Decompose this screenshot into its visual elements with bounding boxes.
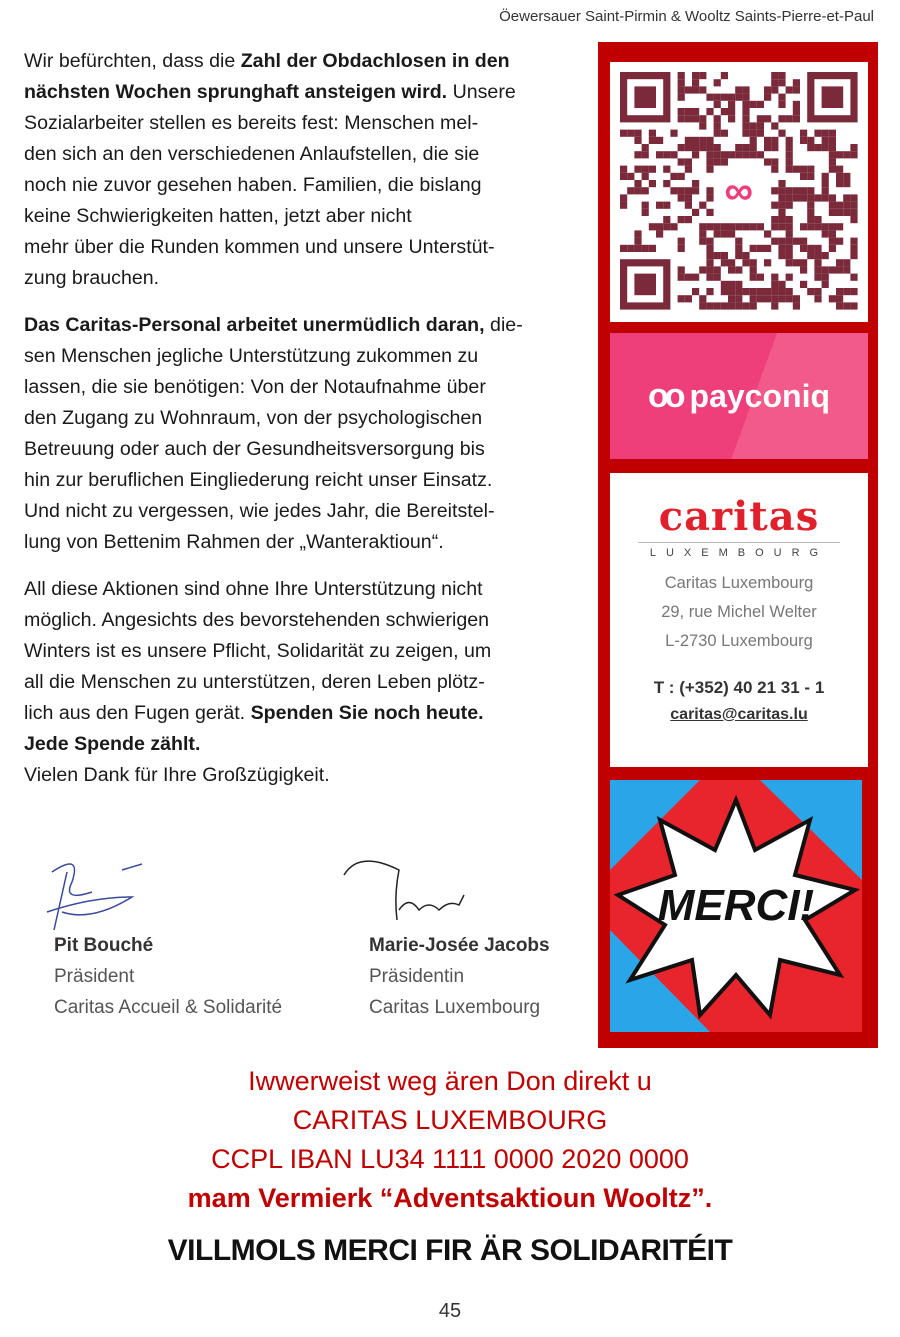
signature-image	[32, 852, 152, 932]
text-segment: Sozialarbeiter stellen es bereits fest: Menschen mel-	[24, 112, 479, 134]
text-line	[24, 465, 594, 496]
text-line	[24, 403, 594, 434]
donation-recipient: CARITAS LUXEMBOURG	[292, 1105, 608, 1135]
bold-text: Das Caritas-Personal arbeitet unermüdlich daran,	[24, 314, 485, 336]
text-segment: all die Menschen zu unterstützen, deren Leben plötz-	[24, 671, 485, 693]
page-header: Öewersauer Saint-Pirmin & Wooltz Saints-Pierre-et-Paul	[499, 8, 874, 25]
paragraph	[24, 310, 594, 558]
closing-thanks: VILLMOLS MERCI FIR ÄR SOLIDARITÉIT	[167, 1234, 733, 1267]
text-line	[24, 434, 594, 465]
text-segment: hin zur beruflichen Eingliederung reicht unser Einsatz.	[24, 469, 493, 491]
text-line	[24, 636, 594, 667]
email-link[interactable]: caritas@caritas.lu	[670, 706, 808, 723]
donation-iban: CCPL IBAN LU34 1111 0000 2020 0000	[211, 1144, 689, 1174]
text-segment: Winters ist es unsere Pflicht, Solidarität zu zeigen, um	[24, 640, 492, 662]
text-line	[24, 496, 594, 527]
text-line	[24, 605, 594, 636]
text-segment: mehr über die Runden kommen und unsere Unterstüt-	[24, 236, 495, 258]
text-segment: Und nicht zu vergessen, wie jedes Jahr, die Bereitstel-	[24, 500, 495, 522]
signatory-name: Marie-Josée Jacobs	[369, 935, 550, 956]
text-line	[24, 170, 594, 201]
merci-text: MERCI!	[657, 881, 815, 930]
payconiq-banner[interactable]	[610, 333, 868, 459]
payconiq-infinity-icon: ∞	[724, 168, 754, 213]
address-line: 29, rue Michel Welter	[661, 603, 817, 621]
text-line	[24, 729, 594, 760]
payconiq-logo-icon: oo	[647, 376, 682, 415]
letter-body	[24, 46, 594, 807]
paragraph	[24, 46, 594, 294]
text-line	[24, 46, 594, 77]
signature-image	[339, 855, 469, 925]
text-line	[24, 698, 594, 729]
text-segment: den sich an den verschiedenen Anlaufstellen, die sie	[24, 143, 480, 165]
text-line	[24, 108, 594, 139]
text-segment: den Zugang zu Wohnraum, von der psychologischen	[24, 407, 483, 429]
qr-code[interactable]	[610, 62, 868, 322]
payconiq-label: payconiq	[689, 377, 830, 414]
text-line	[24, 341, 594, 372]
address-line: L-2730 Luxembourg	[665, 632, 813, 650]
phone-number: T : (+352) 40 21 31 - 1	[653, 678, 825, 697]
signatory-org: Caritas Accueil & Solidarité	[54, 997, 283, 1018]
text-segment: keine Schwierigkeiten hatten, jetzt aber nicht	[24, 205, 412, 227]
signatory-org: Caritas Luxembourg	[369, 997, 541, 1018]
text-line	[24, 263, 594, 294]
text-segment: Vielen Dank für Ihre Großzügigkeit.	[24, 764, 330, 786]
bold-text: Jede Spende zählt.	[24, 733, 201, 755]
signature-block	[369, 840, 550, 1023]
text-line	[24, 201, 594, 232]
text-segment: noch nie zuvor gesehen haben. Familien, die bislang	[24, 174, 482, 196]
text-line	[24, 372, 594, 403]
text-line	[24, 77, 594, 108]
signatory-name: Pit Bouché	[54, 935, 154, 956]
page-number: 45	[438, 1300, 462, 1322]
text-segment: Unsere	[447, 81, 516, 103]
text-segment: möglich. Angesichts des bevorstehenden schwierigen	[24, 609, 490, 631]
text-segment: lassen, die sie benötigen: Von der Notaufnahme über	[24, 376, 486, 398]
text-line	[24, 527, 594, 558]
text-line	[24, 232, 594, 263]
text-line	[24, 667, 594, 698]
text-segment: All diese Aktionen sind ohne Ihre Unterstützung nicht	[24, 578, 483, 600]
text-segment: Wir befürchten, dass die	[24, 50, 241, 72]
donation-sidebar	[598, 42, 878, 1048]
donation-instruction: Iwwerweist weg ären Don direkt u	[248, 1066, 652, 1096]
signatory-role: Präsidentin	[369, 966, 465, 987]
text-segment: Betreuung oder auch der Gesundheitsversorgung bis	[24, 438, 485, 460]
merci-graphic	[610, 780, 862, 1032]
bold-text: nächsten Wochen sprunghaft ansteigen wird.	[24, 81, 448, 103]
text-segment: sen Menschen jegliche Unterstützung zukommen zu	[24, 345, 479, 367]
address-line: Caritas Luxembourg	[664, 574, 814, 592]
bold-text: Zahl der Obdachlosen in den	[240, 50, 510, 72]
text-segment: zung brauchen.	[24, 267, 160, 289]
paragraph	[24, 574, 594, 791]
text-line	[24, 139, 594, 170]
bold-text: Spenden Sie noch heute.	[250, 702, 484, 724]
caritas-logo: caritas	[658, 493, 820, 540]
text-line	[24, 574, 594, 605]
signature-block	[54, 840, 282, 1023]
text-segment: lich aus den Fugen gerät.	[24, 702, 251, 724]
signatory-role: Präsident	[54, 966, 135, 987]
text-segment: lung von Bettenim Rahmen der „Wanteraktioun“.	[24, 531, 444, 553]
text-segment: die-	[484, 314, 523, 336]
caritas-contact-box	[610, 473, 868, 767]
text-line	[24, 310, 594, 341]
text-line	[24, 760, 594, 791]
donation-reference: mam Vermierk “Adventsaktioun Wooltz”.	[187, 1183, 713, 1213]
caritas-logo-subtitle: LUXEMBOURG	[638, 542, 840, 559]
